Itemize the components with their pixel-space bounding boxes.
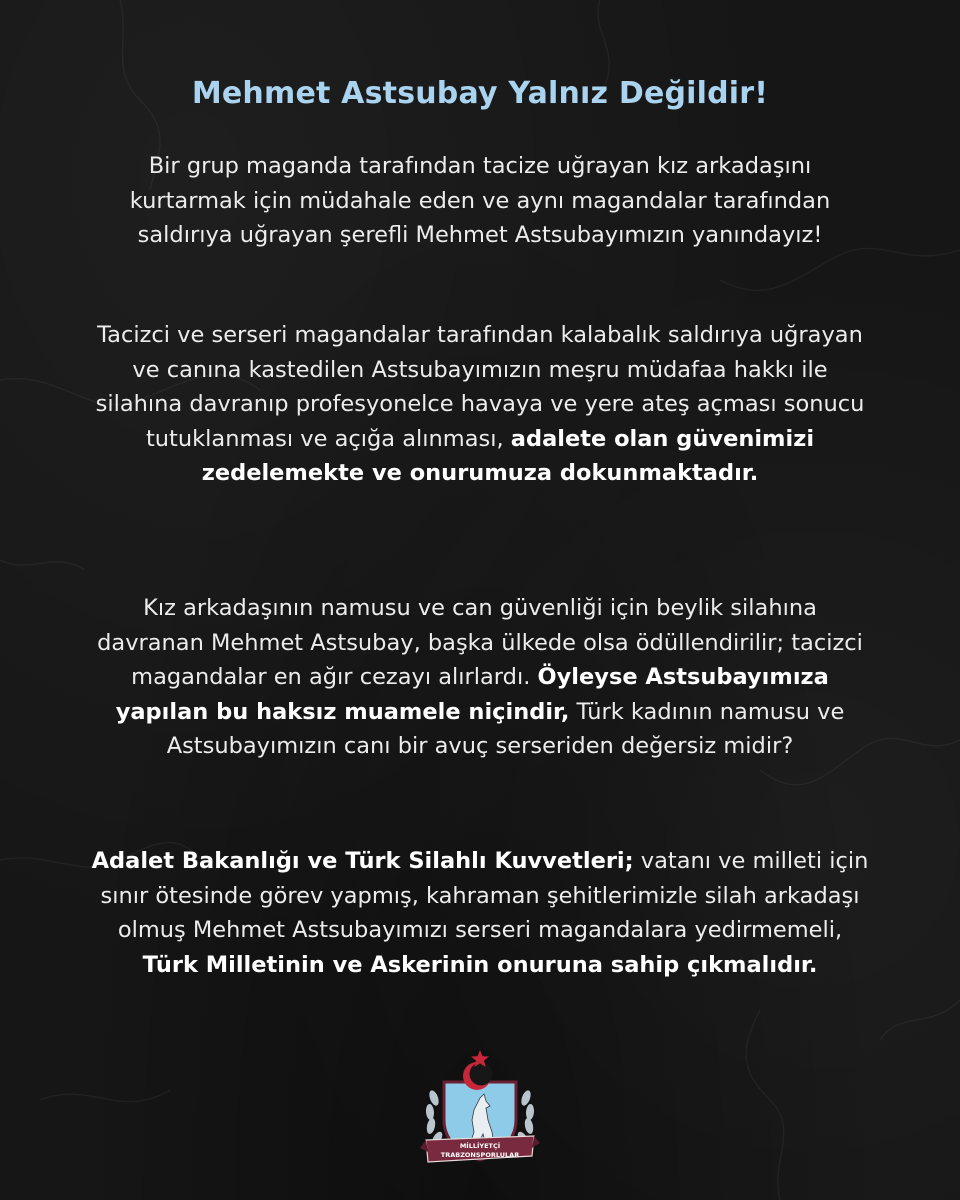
poster-title: Mehmet Astsubay Yalnız Değildir! [191,76,769,111]
paragraph-3-text-1: Kız arkadaşının namusu ve can güvenliği için beylik silahına davranan Mehmet Astsubay, başka ülkede olsa ödüllendirilir; tacizci magandalar en ağır cezayı alırlardı. [97,595,863,690]
paragraph-3-text-2: Türk kadının namusu ve Astsubayımızın canı bir avuç serseriden değersiz midir? [166,698,845,759]
paragraph-2-emphasis: adalete olan güvenimizi zedelemekte ve onurumuza dokunmaktadır. [201,425,815,486]
paragraph-3-emphasis: Öyleyse Astsubayımıza yapılan bu haksız muamele niçindir, [115,664,829,725]
paragraph-4 [90,844,870,982]
paragraph-1-text: Bir grup maganda tarafından tacize uğrayan kız arkadaşını kurtarmak için müdahale eden ve aynı magandalar tarafından saldırıya uğrayan şerefli Mehmet Astsubayımızın yanındayız! [129,153,831,248]
paragraph-2 [90,318,870,491]
paragraph-3 [90,591,870,764]
paragraph-4-emphasis-1: Adalet Bakanlığı ve Türk Silahlı Kuvvetleri; [91,848,634,874]
paragraph-2-text: Tacizci ve serseri magandalar tarafından kalabalık saldırıya uğrayan ve canına kastedilen Astsubayımızın meşru müdafaa hakkı ile silahına davranıp profesyonelce havaya ve yere ateş açması sonucu tutuklanması ve açığa alınması, [95,322,865,452]
banner-line-1: MİLLİYETÇİ [459,1142,501,1150]
paragraph-1 [90,149,870,253]
banner-line-2: TRABZONSPORLULAR [440,1151,520,1159]
milliyetci-trabzonsporlular-logo [420,1048,540,1178]
paragraph-4-emphasis-2: Türk Milletinin ve Askerinin onuruna sahip çıkmalıdır. [142,951,818,978]
paragraph-4-text: vatanı ve milleti için sınır ötesinde görev yapmış, kahraman şehitlerimizle silah arkadaşı olmuş Mehmet Astsubayımızı serseri magandalara yedirmemeli, [100,848,869,943]
